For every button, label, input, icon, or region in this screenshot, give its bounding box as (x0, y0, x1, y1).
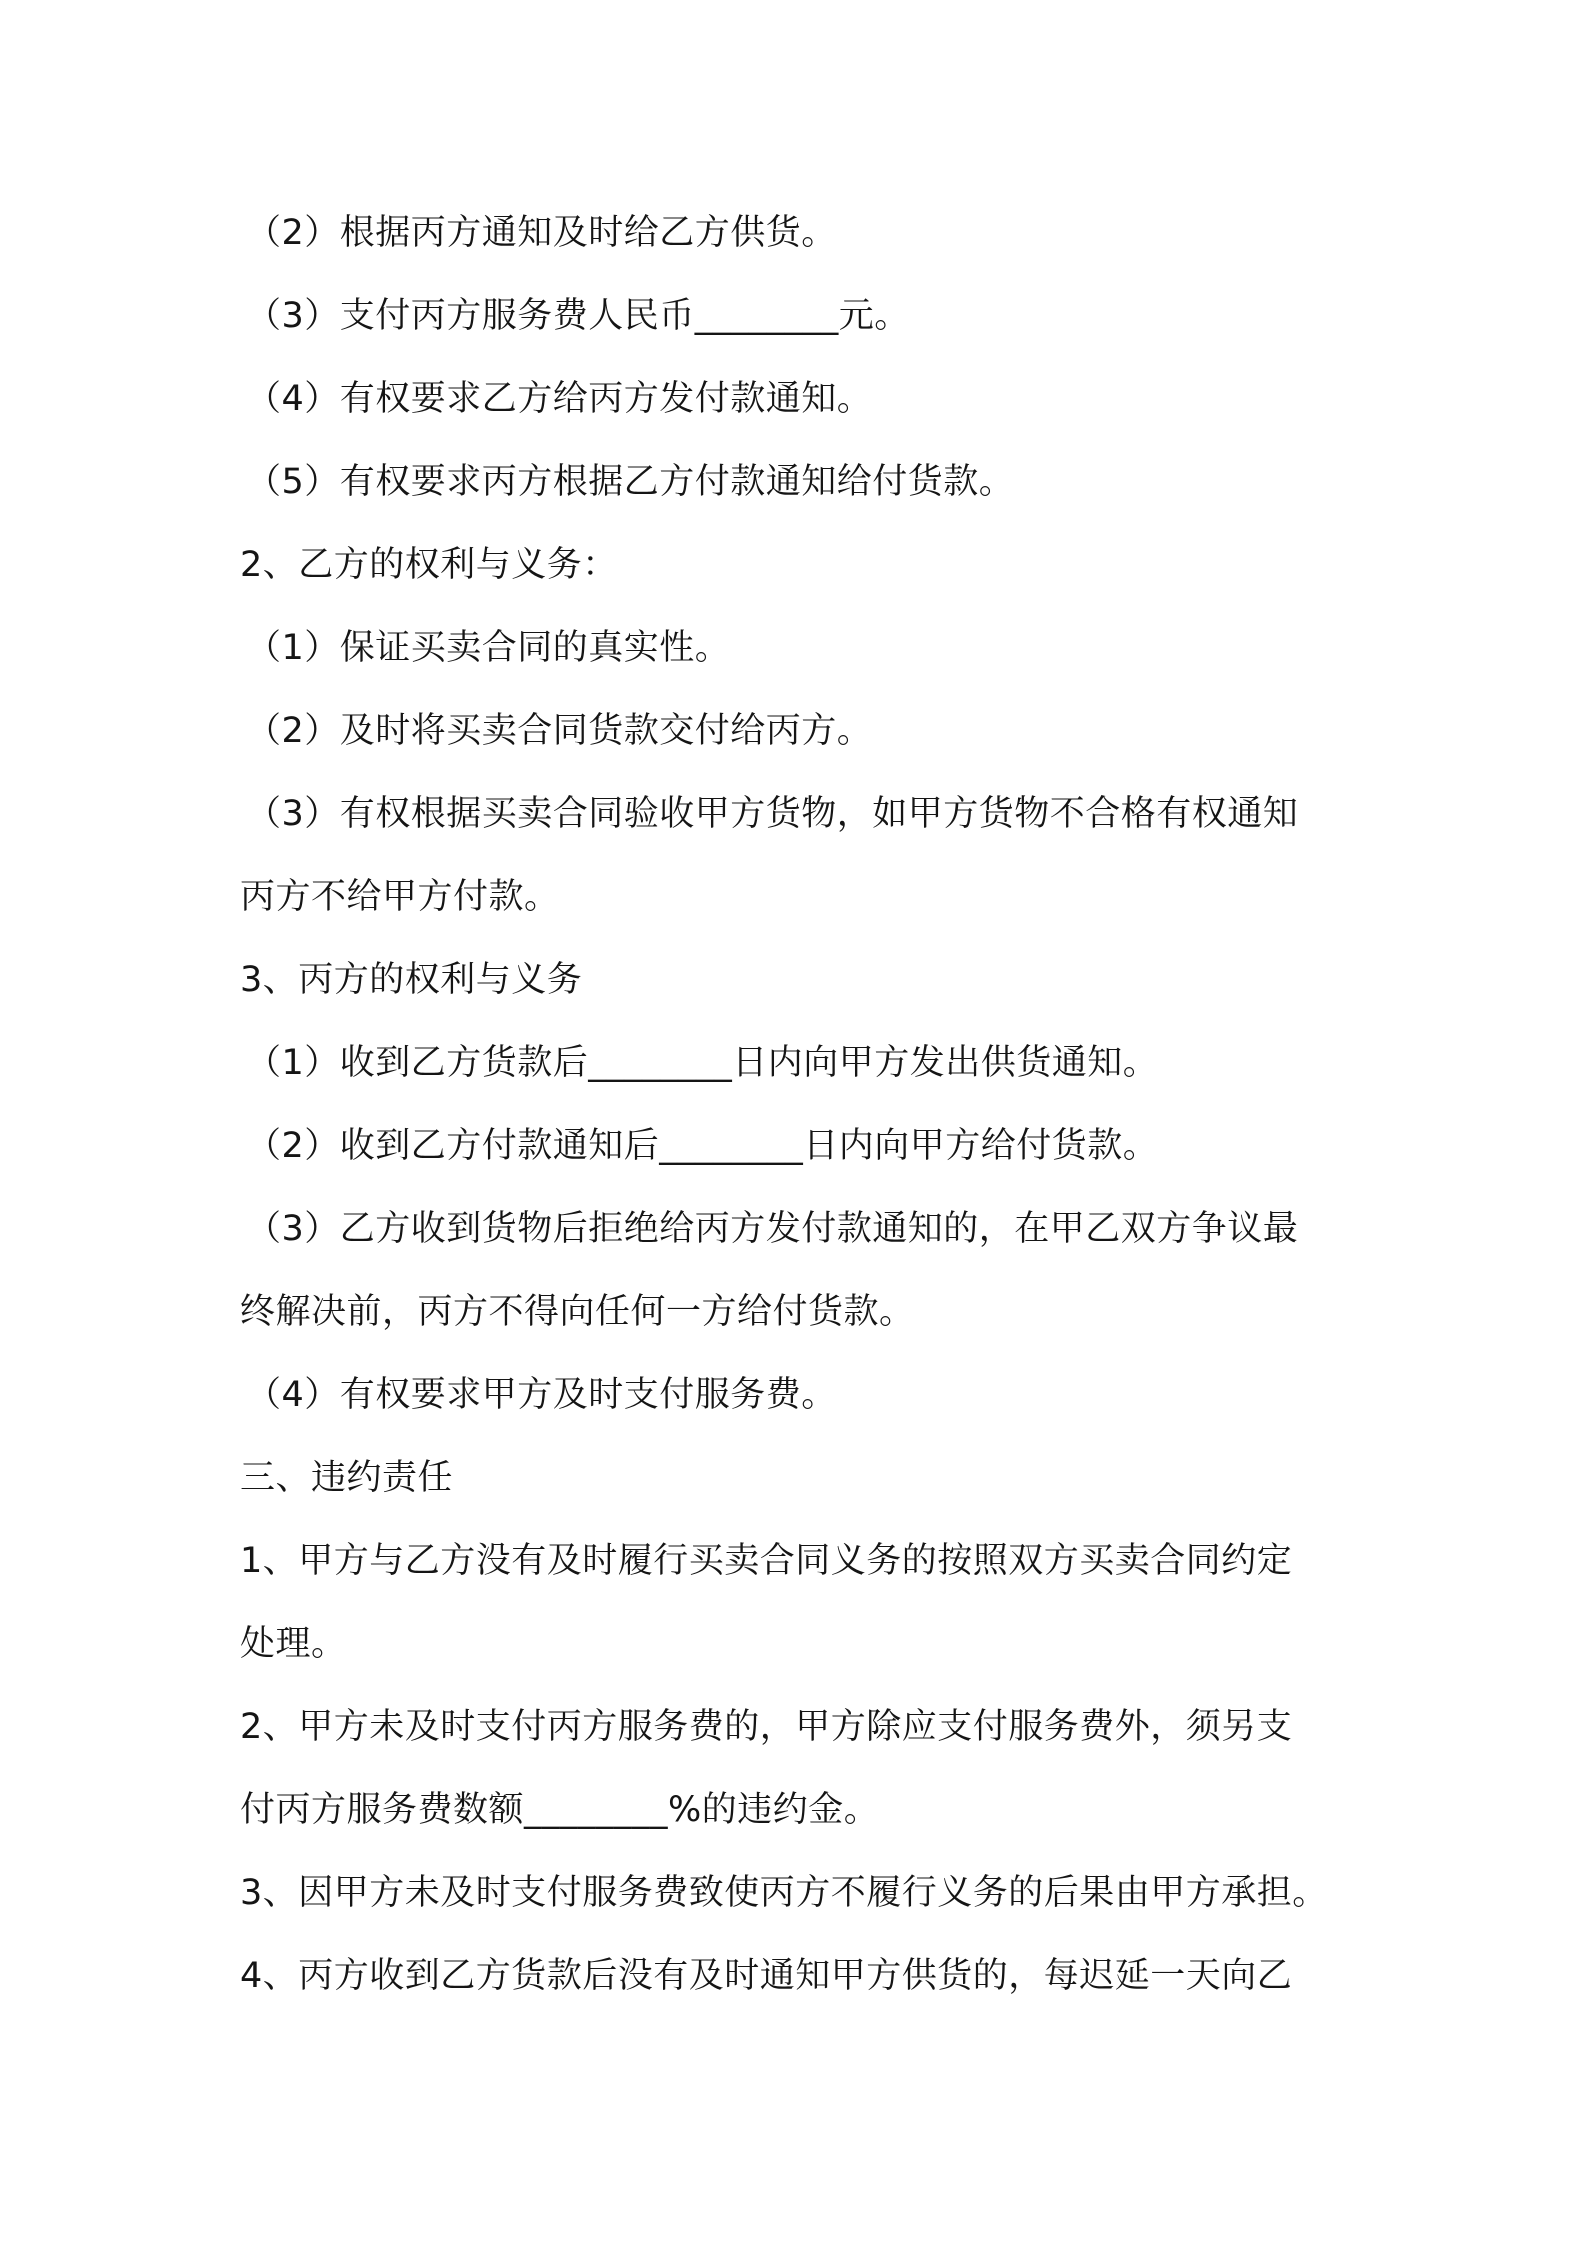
clause-continuation: 付丙方服务费数额________%的违约金。 (240, 1790, 880, 1830)
clause-line: （2）及时将买卖合同货款交付给丙方。 (246, 711, 873, 751)
clause-line: （2）根据丙方通知及时给乙方供货。 (246, 213, 837, 253)
clause-line: 2、甲方未及时支付丙方服务费的，甲方除应支付服务费外，须另支 (240, 1707, 1293, 1747)
clause-line: 3、因甲方未及时支付服务费致使丙方不履行义务的后果由甲方承担。 (240, 1873, 1328, 1913)
clause-line: （1）收到乙方货款后________日内向甲方发出供货通知。 (246, 1043, 1159, 1083)
clause-line: （3）有权根据买卖合同验收甲方货物，如甲方货物不合格有权通知 (246, 794, 1299, 834)
section-heading: 2、乙方的权利与义务： (240, 545, 618, 585)
clause-continuation: 丙方不给甲方付款。 (240, 877, 560, 917)
clause-line: （3）支付丙方服务费人民币________元。 (246, 296, 910, 336)
clause-line: （5）有权要求丙方根据乙方付款通知给付货款。 (246, 462, 1015, 502)
document-body (240, 192, 1360, 2018)
clause-line: （2）收到乙方付款通知后________日内向甲方给付货款。 (246, 1126, 1159, 1166)
clause-line: （4）有权要求甲方及时支付服务费。 (246, 1375, 837, 1415)
clause-line: （1）保证买卖合同的真实性。 (246, 628, 731, 668)
chapter-heading: 三、违约责任 (240, 1458, 454, 1498)
clause-line: 4、丙方收到乙方货款后没有及时通知甲方供货的，每迟延一天向乙 (240, 1956, 1293, 1996)
clause-continuation: 处理。 (240, 1624, 347, 1664)
clause-line: （4）有权要求乙方给丙方发付款通知。 (246, 379, 873, 419)
clause-line: （3）乙方收到货物后拒绝给丙方发付款通知的，在甲乙双方争议最 (246, 1209, 1299, 1249)
section-heading: 3、丙方的权利与义务 (240, 960, 583, 1000)
clause-continuation: 终解决前，丙方不得向任何一方给付货款。 (240, 1292, 915, 1332)
clause-line: 1、甲方与乙方没有及时履行买卖合同义务的按照双方买卖合同约定 (240, 1541, 1293, 1581)
